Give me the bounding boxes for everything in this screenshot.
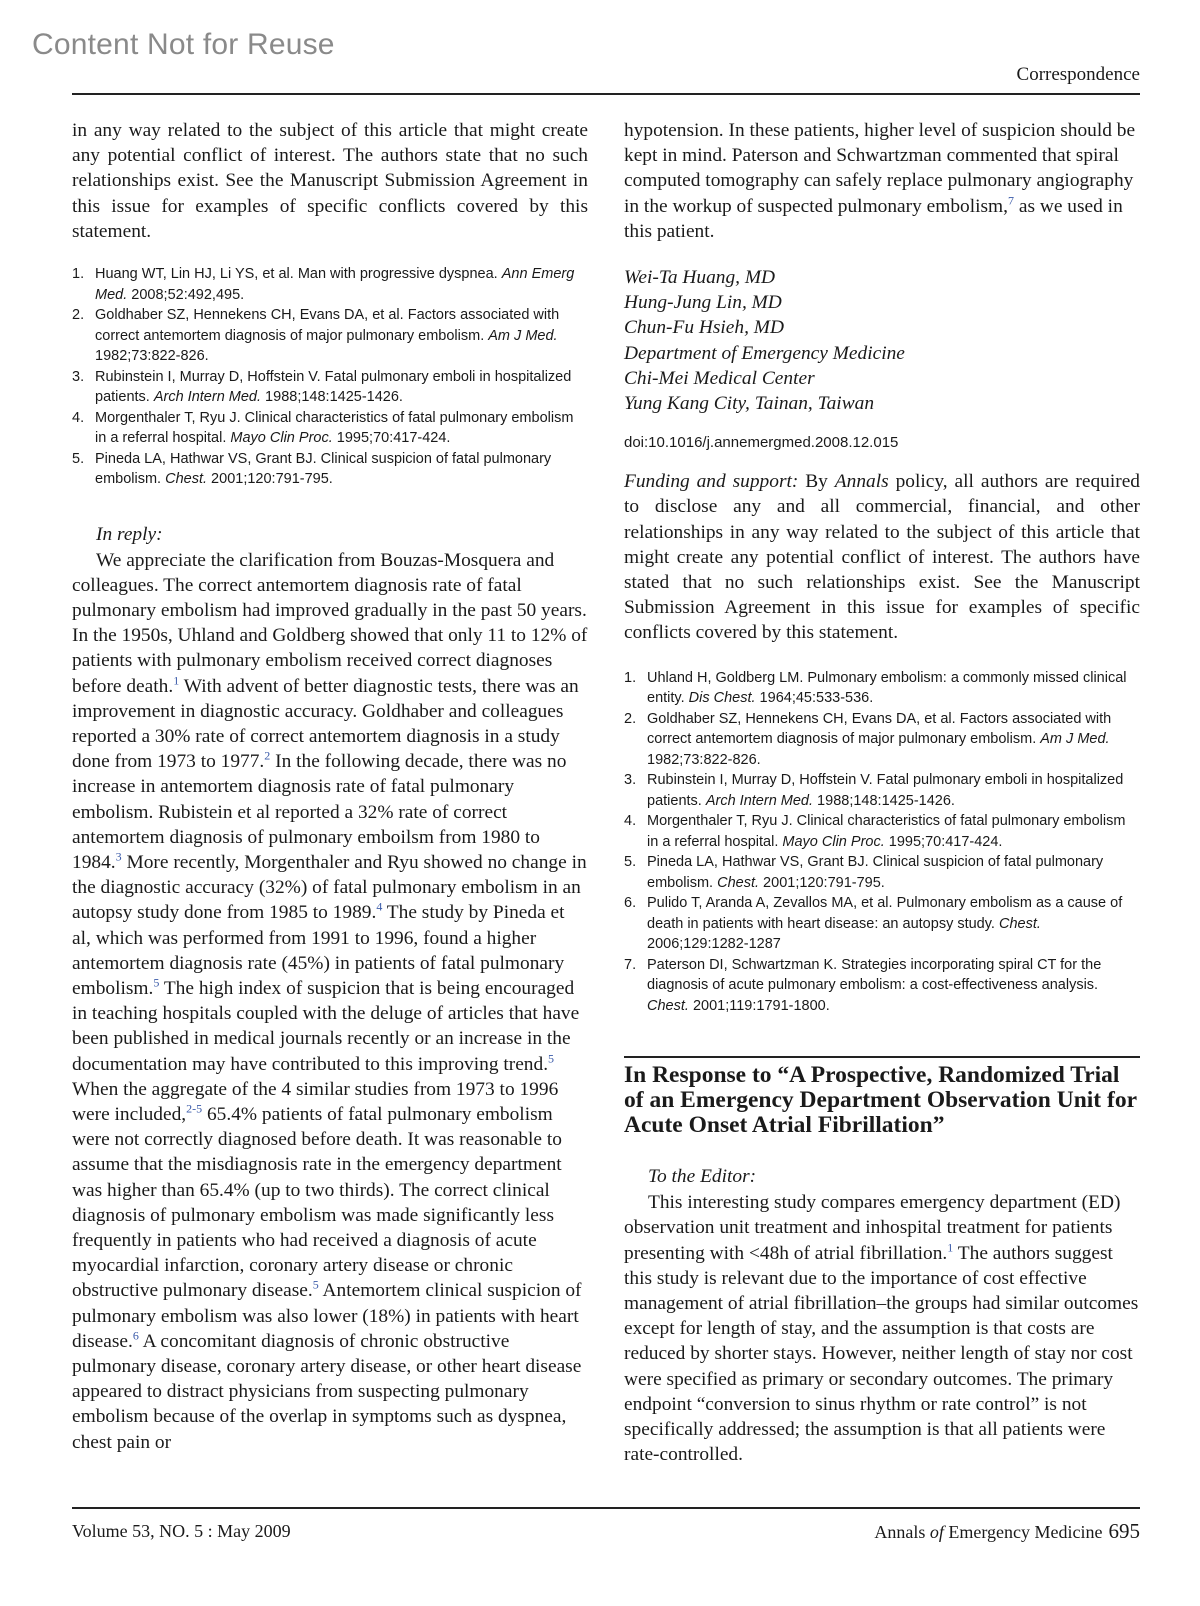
reference-item [624, 709, 1140, 771]
doi: doi:10.1016/j.annemergmed.2008.12.015 [624, 434, 899, 452]
footer-rule [72, 1507, 1140, 1509]
author-signature [624, 265, 1140, 416]
citation-superscript[interactable]: 1 [947, 1240, 954, 1255]
reference-text: Morgenthaler T, Ryu J. Clinical characteristics of fatal pulmonary embolism in a referral hospital. [647, 813, 1126, 850]
reference-citation: 2001;120:791-795. [207, 471, 333, 488]
reference-citation: 1982;73:822-826. [647, 751, 761, 768]
citation-superscript[interactable]: 1 [173, 673, 180, 688]
reference-citation: 1988;148:1425-1426. [813, 792, 955, 809]
text-run: hypotension. In these patients, higher level of suspicion should be kept in mind. Paterson and Schwartzman commented that spiral computed tomography can safely replace pulmonary angiography in the workup of suspected pulmonary embolism, [624, 120, 1136, 217]
signature-line: Chun-Fu Hsieh, MD [624, 317, 784, 339]
text-run: With advent of better diagnostic tests, there was an improvement in diagnostic accuracy. Goldhaber and colleagues reported a 30% rate of correct antemortem diagnosis in a study done from 1973 to 1977. [72, 675, 579, 773]
editor-body [624, 1190, 1140, 1467]
citation-superscript[interactable]: 5 [312, 1277, 319, 1292]
reference-journal: Am J Med. [1040, 731, 1110, 748]
reference-item [624, 955, 1140, 1017]
reference-citation: 2006;129:1282-1287 [647, 936, 781, 953]
funding-label: Funding and support: [624, 471, 799, 493]
signature-line: Hung-Jung Lin, MD [624, 292, 782, 314]
reference-item [72, 264, 588, 305]
text-run: The study by Pineda et al, which was performed from 1991 to 1996, found a higher antemortem diagnosis rate (45%) in patients of fatal pulmonary embolism. [72, 902, 565, 999]
left-column [72, 118, 588, 1455]
reference-item [624, 893, 1140, 955]
editor-label: To the Editor: [648, 1166, 757, 1188]
reference-item [624, 811, 1140, 852]
right-reference-list [624, 668, 1140, 1017]
signature-line: Department of Emergency Medicine [624, 342, 905, 364]
funding-annals: Annals [834, 471, 889, 493]
citation-superscript[interactable]: 5 [548, 1051, 555, 1066]
reference-text: Huang WT, Lin HJ, Li YS, et al. Man with progressive dyspnea. [95, 266, 502, 283]
funding-paragraph [624, 469, 1140, 645]
reference-citation: 2008;52:492,495. [127, 286, 245, 303]
reference-journal: Mayo Clin Proc. [782, 833, 885, 850]
reference-journal: Arch Intern Med. [153, 389, 262, 406]
header-rule [72, 93, 1140, 95]
watermark: Content Not for Reuse [32, 28, 335, 61]
reference-text: Goldhaber SZ, Hennekens CH, Evans DA, et al. Factors associated with correct antemortem diagnosis of major pulmonary embolism. [647, 710, 1112, 748]
text-run: More recently, Morgenthaler and Ryu showed no change in the diagnostic accuracy (32%) of fatal pulmonary embolism in an autopsy study done from 1985 to 1989. [72, 851, 587, 924]
reference-journal: Chest. [647, 997, 689, 1014]
reference-item [72, 408, 588, 449]
reference-number: 2. [624, 710, 637, 727]
citation-superscript[interactable]: 7 [1007, 193, 1014, 208]
reference-journal: Arch Intern Med. [705, 792, 814, 809]
footer-journal-b: Emergency Medicine [943, 1522, 1103, 1542]
text-run: Antemortem clinical suspicion of pulmonary embolism was also lower (18%) in patients with heart disease. [72, 1280, 582, 1352]
citation-superscript[interactable]: 2-5 [186, 1101, 203, 1116]
reference-text: Rubinstein I, Murray D, Hoffstein V. Fatal pulmonary emboli in hospitalized patients. [647, 772, 1124, 809]
text-run: We appreciate the clarification from Bouzas-Mosquera and colleagues. The correct antemortem diagnosis rate of fatal pulmonary embolism had improved gradually in the past 50 years. In the 1950s, Uhland and Goldberg showed that only 11 to 12% of patients with pulmonary embolism received correct diagnoses before death. [72, 549, 588, 697]
text-run: The high index of suspicion that is being encouraged in teaching hospitals coupled with the deluge of articles that have been published in medical journals recently or an increase in the documentation may have contributed to this improving trend. [72, 977, 580, 1075]
reference-citation: 1988;148:1425-1426. [261, 389, 403, 406]
reference-journal: Chest. [717, 874, 760, 891]
reference-number: 5. [624, 854, 637, 871]
reference-text: Pulido T, Aranda A, Zevallos MA, et al. Pulmonary embolism as a cause of death in patients with heart disease: an autopsy study. [647, 895, 1123, 932]
reference-journal: Dis Chest. [688, 690, 756, 707]
reference-number: 1. [72, 266, 85, 283]
text-run: When the aggregate of the 4 similar studies from 1973 to 1996 were included, [72, 1078, 559, 1125]
citation-superscript[interactable]: 6 [132, 1328, 139, 1343]
signature-line: Yung Kang City, Tainan, Taiwan [624, 393, 875, 415]
reference-text: Paterson DI, Schwartzman K. Strategies incorporating spiral CT for the diagnosis of acute pulmonary embolism: a cost-effectiveness analysis. [647, 956, 1102, 994]
text-run: 65.4% patients of fatal pulmonary embolism were not correctly diagnosed before death. It was reasonable to assume that the misdiagnosis rate in the emergency department was higher than 65.4% (up to two thirds). The correct clinical diagnosis of pulmonary embolism was made significantly less frequently in patients who had received a diagnosis of acute myocardial infarction, coronary artery disease or chronic obstructive pulmonary disease. [72, 1103, 562, 1302]
reference-text: Rubinstein I, Murray D, Hoffstein V. Fatal pulmonary emboli in hospitalized patients. [95, 368, 572, 406]
footer-volume: Volume 53, NO. 5 : May 2009 [72, 1521, 291, 1541]
reference-text: Pineda LA, Hathwar VS, Grant BJ. Clinical suspicion of fatal pulmonary embolism. [647, 854, 1104, 891]
page-number: 695 [1108, 1519, 1140, 1543]
reference-number: 4. [624, 813, 637, 830]
right-continuation-paragraph [624, 118, 1140, 244]
article-title-rule [624, 1056, 1140, 1058]
citation-superscript[interactable]: 4 [376, 899, 383, 914]
left-reference-list [72, 264, 588, 490]
section-label: Correspondence [1016, 64, 1140, 85]
citation-superscript[interactable]: 2 [264, 748, 271, 763]
reference-number: 3. [72, 368, 85, 385]
reference-number: 1. [624, 669, 637, 686]
reference-number: 7. [624, 956, 637, 973]
text-run: The authors suggest this study is relevant due to the importance of cost effective management of atrial fibrillation–the groups had similar outcomes except for length of stay, and the assumption is that costs are reduced by shorter stays. However, neither length of stay nor cost were specified as primary or secondary outcomes. The primary endpoint “conversion to sinus rhythm or rate control” is not specifically addressed; the assumption is that all patients were rate-controlled. [624, 1242, 1139, 1466]
reference-citation: 1995;70:417-424. [332, 430, 451, 447]
text-run: This interesting study compares emergency department (ED) observation unit treatment and inhospital treatment for patients presenting with <48h of atrial fibrillation. [624, 1192, 1121, 1264]
reference-citation: 2001;119:1791-1800. [688, 997, 830, 1014]
text-run: as we used in this patient. [624, 195, 1123, 242]
reference-journal: Chest. [165, 471, 208, 488]
reference-number: 5. [72, 450, 85, 467]
reply-body [72, 548, 588, 1455]
reference-journal: Am J Med. [488, 327, 558, 344]
reference-citation: 1964;45:533-536. [755, 690, 874, 707]
reference-number: 2. [72, 307, 85, 324]
left-intro-paragraph: in any way related to the subject of this article that might create any potential conflict of interest. The authors state that no such relationships exist. See the Manuscript Submission Agreement in this issue for examples of specific conflicts covered by this statement. [72, 120, 588, 242]
reference-text: Morgenthaler T, Ryu J. Clinical characteristics of fatal pulmonary embolism in a referral hospital. [95, 409, 574, 447]
footer-journal-a: Annals [874, 1522, 930, 1542]
reference-item [72, 449, 588, 490]
funding-pre: By [798, 471, 835, 493]
article-title: In Response to “A Prospective, Randomized Trial of an Emergency Department Observation Unit for Acute Onset Atrial Fibrillation” [624, 1062, 1137, 1139]
reference-item [624, 770, 1140, 811]
reference-journal: Chest. [998, 915, 1041, 932]
signature-line: Wei-Ta Huang, MD [624, 267, 776, 289]
reference-text: Pineda LA, Hathwar VS, Grant BJ. Clinical suspicion of fatal pulmonary embolism. [95, 450, 552, 488]
reference-item [624, 668, 1140, 709]
reply-label: In reply: [96, 523, 163, 545]
footer-journal-of: of [929, 1522, 944, 1542]
reference-citation: 1982;73:822-826. [95, 348, 209, 365]
text-run: A concomitant diagnosis of chronic obstructive pulmonary disease, coronary artery disease, or other heart disease appeared to distract physicians from suspecting pulmonary embolism because of the overlap in symptoms such as dyspnea, chest pain or [72, 1330, 582, 1453]
reference-item [72, 305, 588, 367]
citation-superscript[interactable]: 5 [153, 975, 160, 990]
funding-text: policy, all authors are required to disclose any and all commercial, financial, and other relationships in any way related to the subject of this article that might create any potential conflict of interest. The authors have stated that no such relationships exist. See the Manuscript Submission Agreement in this issue for examples of specific conflicts covered by this statement. [624, 471, 1141, 644]
footer-journal [874, 1519, 1140, 1544]
reference-number: 3. [624, 772, 637, 789]
reference-text: Uhland H, Goldberg LM. Pulmonary embolism: a commonly missed clinical entity. [647, 669, 1127, 707]
reference-number: 6. [624, 895, 637, 912]
reference-citation: 1995;70:417-424. [884, 833, 1003, 850]
reference-journal: Mayo Clin Proc. [230, 430, 333, 447]
signature-line: Chi-Mei Medical Center [624, 367, 815, 389]
text-run: In the following decade, there was no increase in antemortem diagnosis rate of fatal pulmonary embolism. Rubistein et al reported a 32% rate of correct antemortem diagnosis of pulmonary emboilsm from 1980 to 1984. [72, 751, 567, 873]
right-column [624, 118, 1140, 1467]
citation-superscript[interactable]: 3 [115, 849, 122, 864]
reference-citation: 2001;120:791-795. [759, 874, 885, 891]
reference-item [72, 367, 588, 408]
reference-text: Goldhaber SZ, Hennekens CH, Evans DA, et al. Factors associated with correct antemortem diagnosis of major pulmonary embolism. [95, 307, 560, 344]
reference-item [624, 852, 1140, 893]
reference-number: 4. [72, 409, 85, 426]
reference-journal: Ann Emerg Med. [95, 266, 575, 303]
